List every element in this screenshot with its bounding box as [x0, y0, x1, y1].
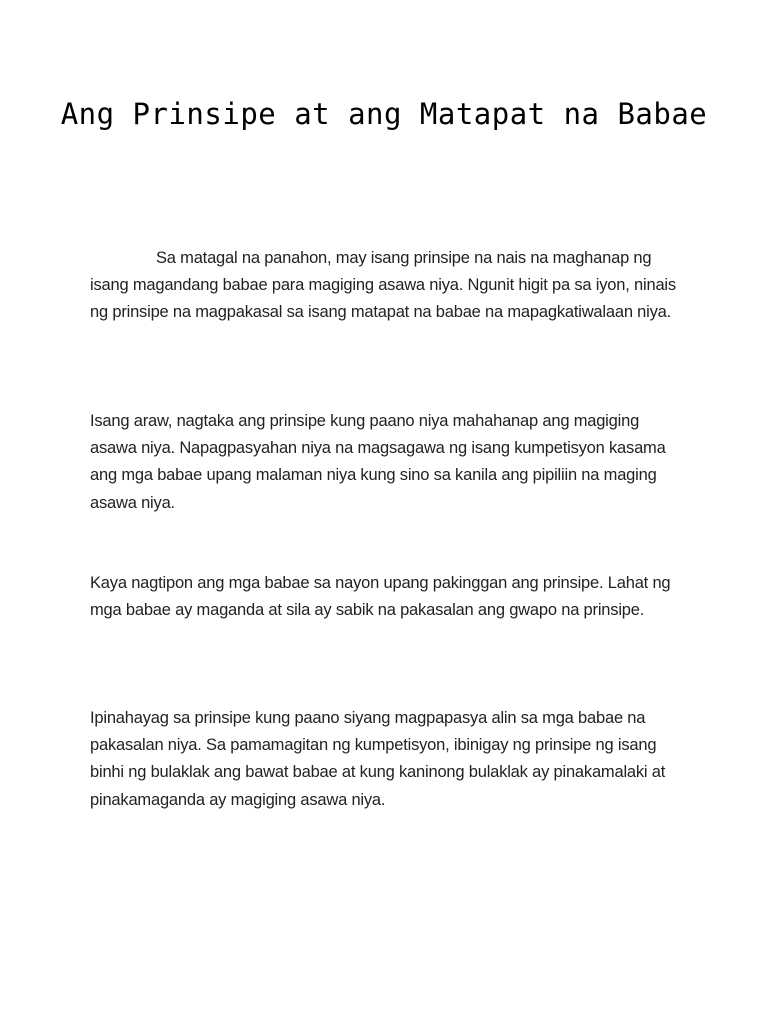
paragraph-2: Isang araw, nagtaka ang prinsipe kung paano niya mahahanap ang magiging asawa niya. Napagpasyahan niya na magsagawa ng isang kumpetisyon kasama ang mga babae upang malaman niya kung sino sa kanila ang pipiliin na maging asawa niya. — [90, 412, 666, 512]
paragraph-1: Sa matagal na panahon, may isang prinsipe na nais na maghanap ng isang magandang babae para magiging asawa niya. Ngunit higit pa sa iyon, ninais ng prinsipe na magpakasal sa isang matapat na babae na mapagkatiwalaan niya. — [90, 249, 676, 322]
paragraph-4: Ipinahayag sa prinsipe kung paano siyang magpapasya alin sa mga babae na pakasalan niya. Sa pamamagitan ng kumpetisyon, ibinigay ng prinsipe ng isang binhi ng bulaklak ang bawat babae at kung kaninong bulaklak ay pinakamalaki at pinakamaganda ay magiging asawa niya. — [90, 709, 666, 809]
document-title: Ang Prinsipe at ang Matapat na Babae — [60, 97, 708, 131]
paragraph-3: Kaya nagtipon ang mga babae sa nayon upang pakinggan ang prinsipe. Lahat ng mga babae ay maganda at sila ay sabik na pakasalan ang gwapo na prinsipe. — [90, 574, 671, 620]
